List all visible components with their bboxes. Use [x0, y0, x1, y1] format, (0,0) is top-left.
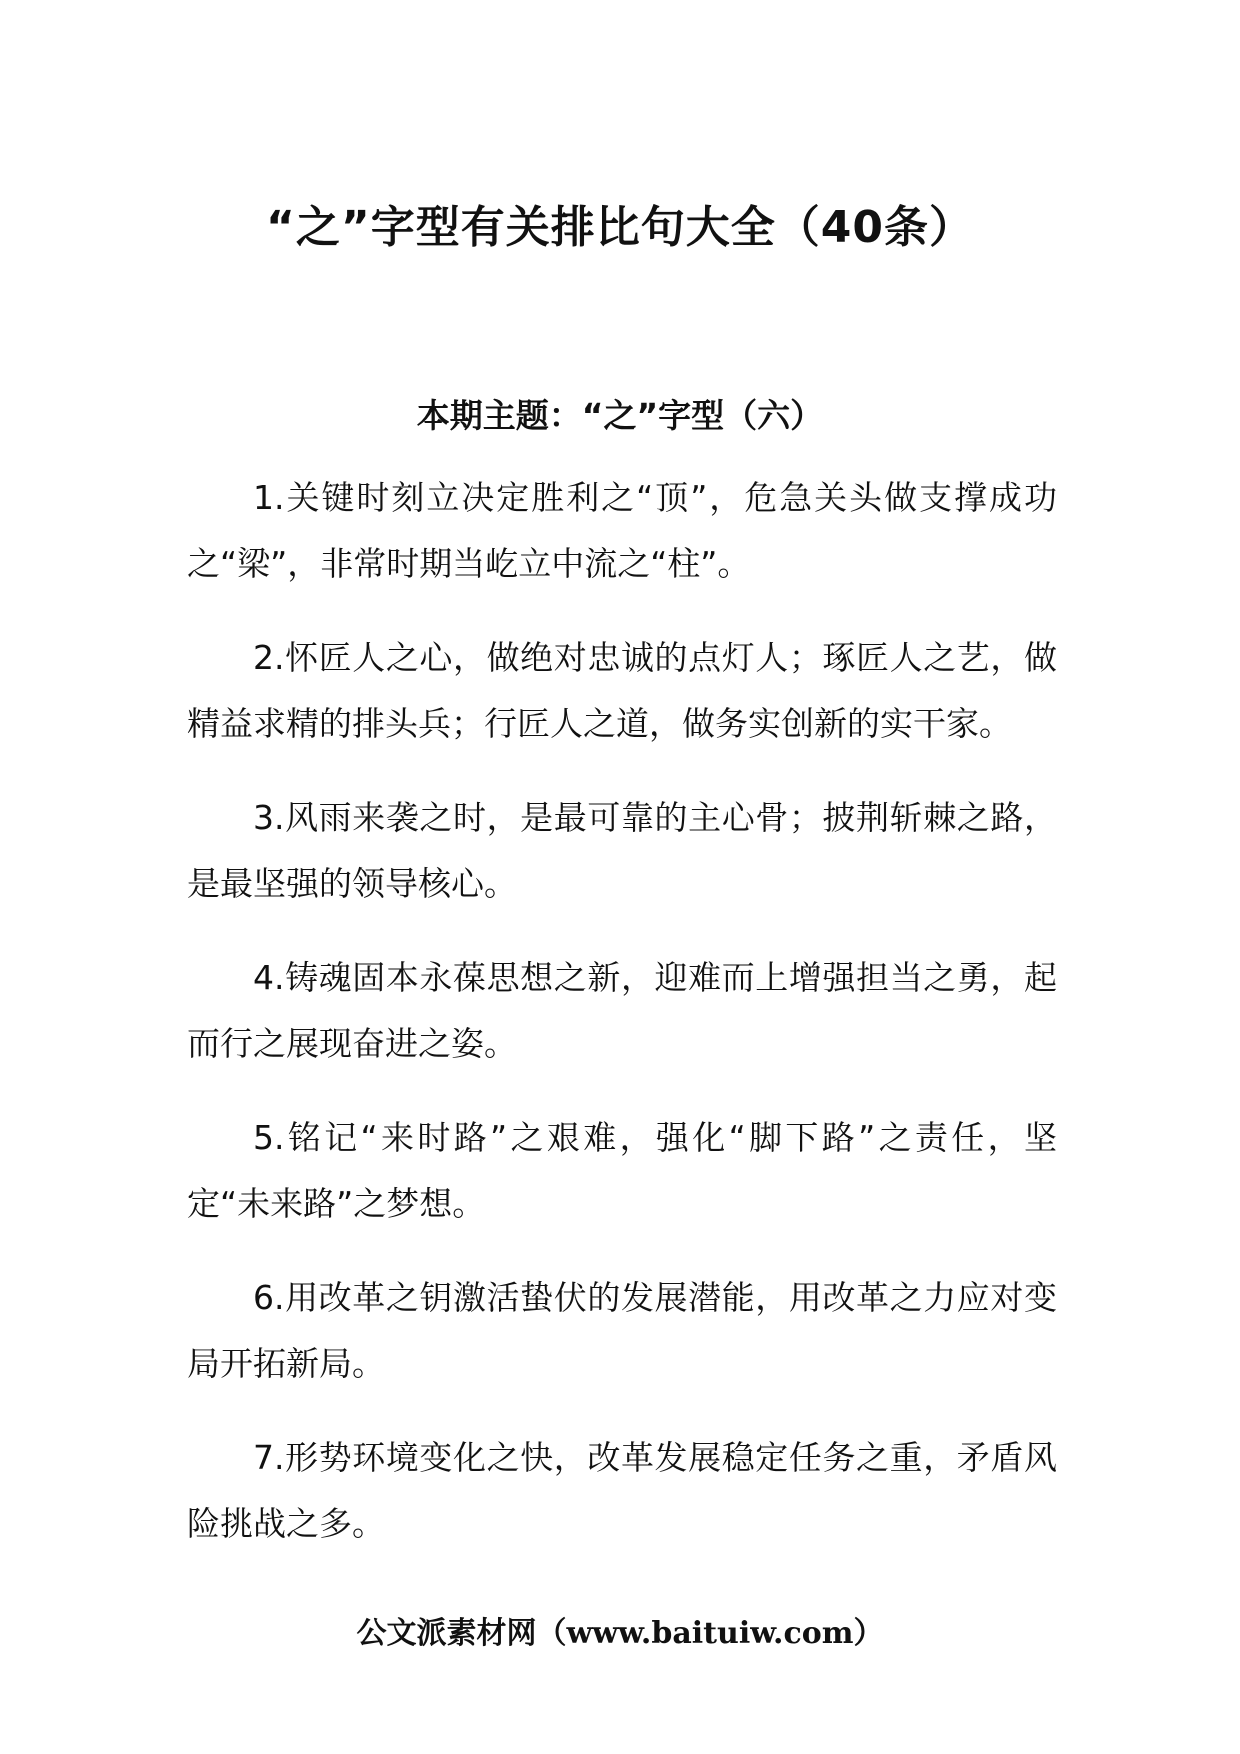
list-item: 5.铭记“来时路”之艰难，强化“脚下路”之责任，坚定“未来路”之梦想。 — [187, 1118, 1057, 1223]
document-title: “之”字型有关排比句大全（40条） — [265, 202, 975, 253]
section-heading: 本期主题：“之”字型（六） — [416, 396, 824, 435]
list-item: 6.用改革之钥激活蛰伏的发展潜能，用改革之力应对变局开拓新局。 — [187, 1278, 1057, 1383]
list-item: 2.怀匠人之心，做绝对忠诚的点灯人；琢匠人之艺，做精益求精的排头兵；行匠人之道，做务实创新的实干家。 — [187, 638, 1057, 743]
document-body — [187, 465, 1057, 1585]
list-item: 4.铸魂固本永葆思想之新，迎难而上增强担当之勇，起而行之展现奋进之姿。 — [187, 958, 1057, 1063]
list-item: 1.关键时刻立决定胜利之“顶”，危急关头做支撑成功之“梁”，非常时期当屹立中流之“柱”。 — [187, 478, 1057, 583]
list-item: 7.形势环境变化之快，改革发展稳定任务之重，矛盾风险挑战之多。 — [187, 1438, 1057, 1543]
list-item: 3.风雨来袭之时，是最可靠的主心骨；披荆斩棘之路，是最坚强的领导核心。 — [187, 798, 1057, 903]
page-footer: 公文派素材网（www.baituiw.com） — [356, 1616, 884, 1651]
